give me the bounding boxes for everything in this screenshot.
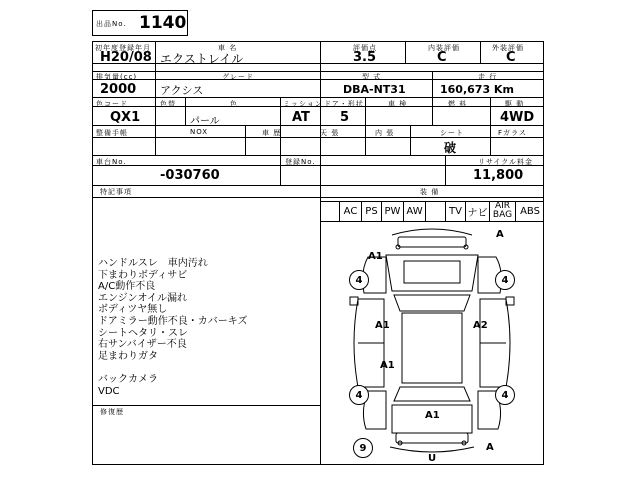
equipment-airbag: AIR BAG <box>490 201 516 221</box>
reg-date-label: 初年度登録年月 <box>95 44 151 52</box>
mark-left-front-door: A1 <box>375 320 390 331</box>
roof-label: 天 張 <box>320 129 340 137</box>
equipment-abs: ABS <box>520 205 540 217</box>
notes-text: ハンドルスレ 車内汚れ 下まわりボディサビ A/C動作不良 エンジンオイル漏れ ボディツヤ無し ドアミラー動作不良・カバーキズ シートヘタリ・スレ 右サンバイザー不良 足まわりガタ バックカメラ VDC <box>98 258 248 397</box>
mark-top-right: A <box>496 229 504 240</box>
drive-label: 駆 動 <box>505 100 525 108</box>
equipment-ps: PS <box>362 201 382 221</box>
chassis-label: 車台No. <box>96 158 127 166</box>
col-divider <box>432 97 433 125</box>
front-bumper-outline <box>392 229 472 235</box>
equipment-ac: AC <box>340 201 362 221</box>
grade-label: グレード <box>222 73 254 81</box>
color-label: 色 <box>230 100 238 108</box>
repair-label: 修復歴 <box>100 408 124 416</box>
repair-divider <box>92 405 320 406</box>
exterior-value: C <box>506 50 516 65</box>
chassis-value: -030760 <box>160 168 220 183</box>
recycle-value: 11,800 <box>473 168 524 183</box>
drive-value: 4WD <box>500 110 535 125</box>
tire-rear-right: 4 <box>495 385 515 405</box>
displacement-label: 排気量(cc) <box>96 73 138 81</box>
hood-panel <box>404 261 460 283</box>
grade-value: アクシス <box>160 84 204 97</box>
car-name-value: エクストレイル <box>160 52 244 66</box>
displacement-value: 2000 <box>100 82 137 97</box>
rear-bumper-outline <box>390 447 474 452</box>
col-divider <box>410 125 411 155</box>
equipment-cell-blank <box>320 201 340 221</box>
mark-bottom-right: A <box>486 442 494 453</box>
mark-rear-bumper: U <box>428 453 437 464</box>
color-code-label: 色コード <box>96 100 128 108</box>
col-divider <box>490 125 491 155</box>
mileage-value: 160,673 Km <box>440 83 514 96</box>
car-diagram <box>320 221 544 465</box>
rear-window <box>394 387 470 401</box>
color-type-label: 色替 <box>160 100 176 108</box>
score-label: 評価点 <box>353 44 377 52</box>
mark-rear: A1 <box>425 410 440 421</box>
model-label: 型 式 <box>362 73 382 81</box>
col-divider <box>405 41 406 63</box>
equipment-aw: AW <box>404 201 426 221</box>
col-divider <box>185 97 186 125</box>
notes-label: 特記事項 <box>100 188 132 196</box>
tire-spare: 9 <box>353 438 373 458</box>
equipment-pw: PW <box>382 201 404 221</box>
car-name-label: 車 名 <box>218 44 238 52</box>
hood <box>386 255 478 291</box>
col-divider <box>365 97 366 155</box>
equipment-navi: ナビ <box>466 201 490 221</box>
tire-front-left: 4 <box>349 270 369 290</box>
registration-label: 登録No. <box>285 158 316 166</box>
col-divider <box>445 155 446 185</box>
mission-value: AT <box>292 110 310 125</box>
interior-trim-label: 内 張 <box>375 129 395 137</box>
front-bumper <box>398 237 466 247</box>
reg-date-value: H20/08 <box>100 50 152 65</box>
col-divider <box>155 41 156 97</box>
row-divider <box>92 79 544 80</box>
manual-label: 整備手帳 <box>96 129 128 137</box>
color-code-value: QX1 <box>110 110 141 125</box>
color-value: パール <box>190 116 220 127</box>
row-divider <box>92 185 544 186</box>
mark-right-front-door: A2 <box>473 320 488 331</box>
tire-front-right: 4 <box>495 270 515 290</box>
fuel-label: 燃 料 <box>448 100 468 108</box>
door-value: 5 <box>340 110 350 125</box>
recycle-label: リサイクル料金 <box>478 158 534 166</box>
roof <box>402 313 462 383</box>
nox-label: NOX <box>190 128 209 136</box>
mark-front-left: A1 <box>368 251 383 262</box>
equipment-blank <box>426 201 446 221</box>
col-divider <box>432 71 433 97</box>
row-divider <box>92 165 544 166</box>
row-divider <box>92 137 544 138</box>
col-divider <box>490 97 491 125</box>
inspection-label: 車 検 <box>388 100 408 108</box>
tire-rear-left: 4 <box>349 385 369 405</box>
lot-number: 1140 <box>139 13 187 33</box>
mark-left-rear-door: A1 <box>380 360 395 371</box>
exterior-label: 外装評価 <box>492 44 524 52</box>
equipment-tv: TV <box>446 201 466 221</box>
mission-label: ミッション <box>283 100 323 108</box>
row-divider <box>92 71 544 72</box>
col-divider <box>245 125 246 155</box>
equipment-label: 装 備 <box>420 188 440 196</box>
history-label: 車 歴 <box>262 129 282 137</box>
rear-bumper <box>396 433 468 443</box>
seat-label: シート <box>440 129 464 137</box>
col-divider <box>155 97 156 125</box>
lot-box <box>92 10 188 36</box>
col-divider <box>280 155 281 185</box>
model-value: DBA-NT31 <box>343 83 406 96</box>
col-divider <box>480 41 481 63</box>
lot-label: 出品No. <box>96 20 127 28</box>
score-value: 3.5 <box>353 50 377 65</box>
col-divider <box>155 125 156 155</box>
glass-label: Fガラス <box>498 129 527 137</box>
mileage-label: 走 行 <box>478 73 498 81</box>
row-divider <box>92 155 544 156</box>
interior-label: 内装評価 <box>428 44 460 52</box>
row-divider <box>92 125 544 126</box>
door-label: ドア・形状 <box>324 100 364 108</box>
col-divider <box>280 97 281 155</box>
windshield <box>394 295 470 311</box>
interior-value: C <box>437 50 447 65</box>
seat-value: 破 <box>444 141 457 155</box>
row-divider <box>92 197 544 198</box>
